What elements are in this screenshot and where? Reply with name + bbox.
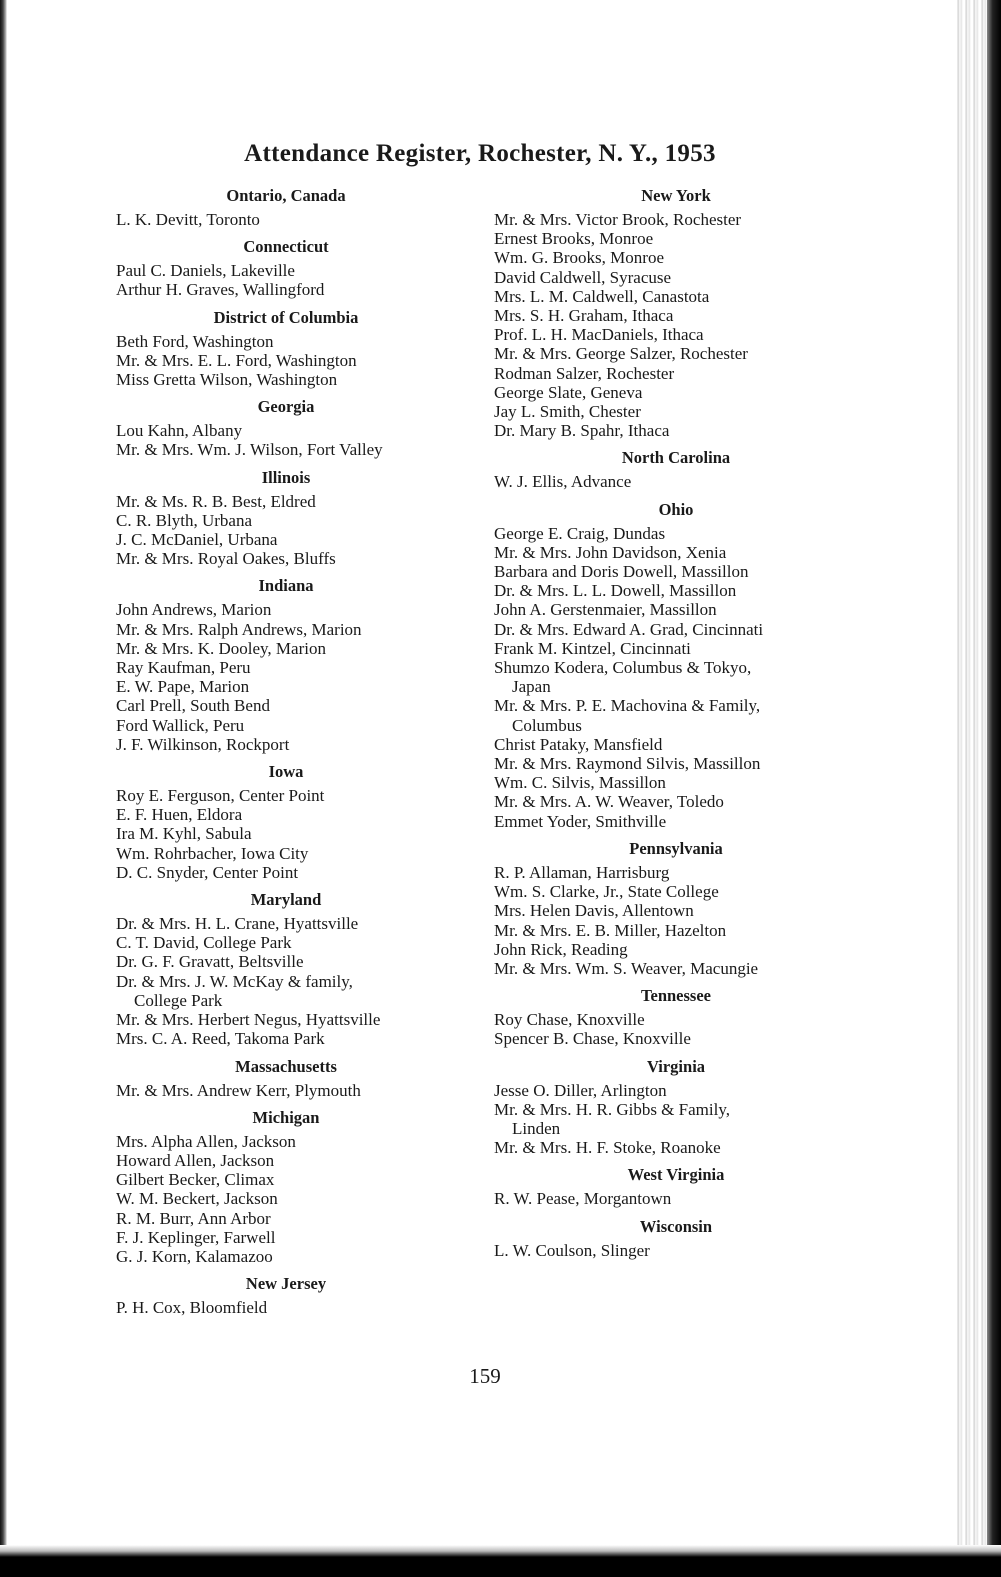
attendee-entry: Wm. S. Clarke, Jr., State College	[494, 882, 719, 902]
attendee-entry: Prof. L. H. MacDaniels, Ithaca	[494, 325, 704, 345]
state-heading: Indiana	[258, 576, 314, 596]
attendee-entry	[116, 972, 476, 1010]
state-heading: Georgia	[257, 397, 315, 417]
state-heading: Connecticut	[243, 237, 329, 257]
attendee-entry: Roy E. Ferguson, Center Point	[116, 786, 325, 806]
state-section-georgia	[116, 397, 476, 459]
state-section-wisconsin	[494, 1217, 864, 1260]
state-heading: Pennsylvania	[629, 838, 723, 858]
state-heading: Michigan	[252, 1107, 320, 1127]
attendee-entry: Ernest Brooks, Monroe	[494, 229, 654, 249]
attendee-entry: Mr. & Mrs. E. B. Miller, Hazelton	[494, 920, 727, 940]
state-section-iowa	[116, 762, 476, 882]
attendee-entry: D. C. Snyder, Center Point	[116, 862, 299, 882]
attendee-entry: E. W. Pape, Marion	[116, 677, 250, 697]
state-section-district-of-columbia	[116, 308, 476, 390]
attendee-entry: Mr. & Mrs. A. W. Weaver, Toledo	[494, 792, 724, 812]
attendee-entry: J. F. Wilkinson, Rockport	[116, 734, 290, 754]
attendee-entry: W. J. Ellis, Advance	[494, 472, 632, 492]
state-section-new-jersey	[116, 1274, 476, 1317]
binding-shadow	[987, 0, 1001, 1577]
state-heading: West Virginia	[627, 1165, 725, 1185]
attendee-entry: C. R. Blyth, Urbana	[116, 510, 252, 530]
state-heading: Tennessee	[641, 986, 711, 1006]
attendee-entry: Mr. & Mrs. John Davidson, Xenia	[494, 542, 727, 562]
attendee-entry: Mr. & Mrs. Andrew Kerr, Plymouth	[116, 1080, 361, 1100]
state-section-ontario-canada	[116, 186, 476, 229]
attendee-line: Shumzo Kodera, Columbus & Tokyo,	[494, 658, 752, 678]
attendee-entry: P. H. Cox, Bloomfield	[116, 1298, 268, 1318]
page-number: 159	[469, 1364, 501, 1388]
attendee-entry: R. M. Burr, Ann Arbor	[116, 1208, 271, 1228]
attendee-entry: Wm. Rohrbacher, Iowa City	[116, 843, 309, 863]
attendee-entry: Mr. & Mrs. H. F. Stoke, Roanoke	[494, 1138, 721, 1158]
state-section-massachusetts	[116, 1057, 476, 1100]
state-section-north-carolina	[494, 448, 864, 491]
attendee-entry: J. C. McDaniel, Urbana	[116, 530, 278, 550]
attendee-entry: Mr. & Mrs. Wm. S. Weaver, Macungie	[494, 958, 759, 978]
state-heading: Wisconsin	[639, 1216, 713, 1236]
attendee-entry: Barbara and Doris Dowell, Massillon	[494, 562, 749, 582]
attendee-entry: Mr. & Mrs. K. Dooley, Marion	[116, 638, 326, 658]
state-section-connecticut	[116, 237, 476, 299]
attendee-entry: Paul C. Daniels, Lakeville	[116, 261, 295, 281]
state-section-michigan	[116, 1108, 476, 1266]
attendee-entry: Miss Gretta Wilson, Washington	[116, 370, 338, 390]
state-heading: Maryland	[250, 890, 322, 910]
state-heading: New York	[641, 186, 711, 205]
attendee-entry: David Caldwell, Syracuse	[494, 267, 672, 287]
attendee-entry: Dr. & Mrs. H. L. Crane, Hyattsville	[116, 914, 359, 934]
state-heading: Ohio	[658, 499, 694, 519]
left-column	[116, 186, 476, 1317]
attendee-continuation: College Park	[134, 990, 223, 1010]
attendee-entry: Dr. & Mrs. Edward A. Grad, Cincinnati	[494, 619, 764, 639]
attendee-entry: Howard Allen, Jackson	[116, 1150, 275, 1170]
attendee-entry: Arthur H. Graves, Wallingford	[116, 280, 325, 300]
attendee-entry: Christ Pataky, Mansfield	[494, 734, 663, 754]
page-title: Attendance Register, Rochester, N. Y., 1953	[244, 140, 716, 167]
attendee-entry: Dr. & Mrs. L. L. Dowell, Massillon	[494, 581, 737, 601]
state-section-ohio	[494, 500, 864, 831]
state-heading: New Jersey	[245, 1274, 327, 1294]
attendee-entry: Frank M. Kintzel, Cincinnati	[494, 638, 691, 658]
attendee-entry: Mr. & Mrs. E. L. Ford, Washington	[116, 350, 357, 370]
attendee-entry: Mrs. Helen Davis, Allentown	[494, 901, 694, 921]
attendee-continuation: Columbus	[512, 715, 582, 735]
attendee-entry: Dr. Mary B. Spahr, Ithaca	[494, 421, 670, 441]
attendee-entry: Wm. C. Silvis, Massillon	[494, 773, 666, 793]
attendee-entry: Lou Kahn, Albany	[116, 421, 243, 441]
attendee-line: Mr. & Mrs. P. E. Machovina & Family,	[494, 696, 761, 716]
attendee-entry: Spencer B. Chase, Knoxville	[494, 1029, 691, 1049]
attendee-entry: Mr. & Mrs. Wm. J. Wilson, Fort Valley	[116, 440, 383, 460]
attendee-entry: G. J. Korn, Kalamazoo	[116, 1246, 273, 1266]
attendee-entry: John Andrews, Marion	[116, 600, 272, 620]
attendee-entry: John Rick, Reading	[494, 939, 628, 959]
state-section-pennsylvania	[494, 839, 864, 978]
attendee-entry: Jesse O. Diller, Arlington	[494, 1080, 667, 1100]
state-heading: North Carolina	[621, 448, 731, 468]
attendee-entry: George E. Craig, Dundas	[494, 523, 666, 543]
state-heading: Massachusetts	[235, 1056, 337, 1076]
attendee-entry: Rodman Salzer, Rochester	[494, 363, 675, 383]
state-heading: Virginia	[646, 1056, 706, 1076]
attendee-entry: Mrs. L. M. Caldwell, Canastota	[494, 286, 710, 306]
attendee-entry: Mrs. C. A. Reed, Takoma Park	[116, 1029, 325, 1049]
attendee-entry	[494, 696, 864, 734]
attendee-entry: George Slate, Geneva	[494, 382, 643, 402]
page-left-shadow	[0, 0, 7, 1577]
attendee-entry: L. W. Coulson, Slinger	[494, 1240, 650, 1260]
state-heading: Illinois	[261, 467, 311, 487]
attendee-entry: Ira M. Kyhl, Sabula	[116, 824, 252, 844]
right-column	[494, 186, 864, 1260]
state-section-maryland	[116, 890, 476, 1048]
attendee-entry: John A. Gerstenmaier, Massillon	[494, 600, 717, 620]
attendee-entry: Mr. & Mrs. George Salzer, Rochester	[494, 344, 748, 364]
state-heading: Iowa	[268, 762, 304, 782]
attendee-entry: C. T. David, College Park	[116, 933, 292, 953]
attendee-entry: Mr. & Mrs. Raymond Silvis, Massillon	[494, 754, 761, 774]
attendee-entry: Mrs. S. H. Graham, Ithaca	[494, 306, 674, 326]
attendee-line: Dr. & Mrs. J. W. McKay & family,	[116, 971, 353, 991]
state-section-west-virginia	[494, 1165, 864, 1208]
attendee-entry: Mrs. Alpha Allen, Jackson	[116, 1131, 296, 1151]
state-heading: District of Columbia	[213, 307, 359, 327]
attendee-entry: Emmet Yoder, Smithville	[494, 811, 667, 831]
attendee-entry: Beth Ford, Washington	[116, 331, 274, 351]
attendee-entry: Mr. & Mrs. Ralph Andrews, Marion	[116, 619, 362, 639]
attendee-entry: L. K. Devitt, Toronto	[116, 210, 260, 229]
attendee-entry: Mr. & Ms. R. B. Best, Eldred	[116, 491, 316, 511]
state-section-tennessee	[494, 986, 864, 1048]
attendee-entry: Mr. & Mrs. Herbert Negus, Hyattsville	[116, 1010, 381, 1030]
attendee-continuation: Japan	[512, 677, 551, 697]
attendee-entry: Ford Wallick, Peru	[116, 715, 245, 735]
attendee-entry: Wm. G. Brooks, Monroe	[494, 248, 664, 268]
book-binding-edge	[955, 0, 1001, 1577]
attendee-entry: Gilbert Becker, Climax	[116, 1170, 275, 1190]
attendee-entry: Jay L. Smith, Chester	[494, 402, 641, 422]
attendee-entry: R. P. Allaman, Harrisburg	[494, 862, 670, 882]
state-section-new-york	[494, 186, 864, 440]
attendee-entry	[494, 1100, 864, 1138]
attendee-line: Mr. & Mrs. H. R. Gibbs & Family,	[494, 1099, 730, 1119]
attendee-entry: E. F. Huen, Eldora	[116, 805, 243, 825]
page-bottom-shadow	[0, 1545, 1001, 1577]
state-section-illinois	[116, 468, 476, 569]
attendee-entry: W. M. Beckert, Jackson	[116, 1189, 278, 1209]
attendee-entry: Mr. & Mrs. Victor Brook, Rochester	[494, 210, 742, 229]
attendee-entry: Dr. G. F. Gravatt, Beltsville	[116, 952, 304, 972]
state-section-virginia	[494, 1057, 864, 1158]
attendee-entry: Roy Chase, Knoxville	[494, 1010, 645, 1030]
attendee-entry: Ray Kaufman, Peru	[116, 658, 251, 678]
attendee-entry: R. W. Pease, Morgantown	[494, 1189, 672, 1209]
attendee-entry	[494, 658, 864, 696]
attendee-entry: F. J. Keplinger, Farwell	[116, 1227, 276, 1247]
state-heading: Ontario, Canada	[226, 186, 346, 205]
attendee-entry: Mr. & Mrs. Royal Oakes, Bluffs	[116, 549, 336, 569]
attendee-continuation: Linden	[512, 1118, 561, 1138]
state-section-indiana	[116, 576, 476, 754]
attendee-entry: Carl Prell, South Bend	[116, 696, 270, 716]
